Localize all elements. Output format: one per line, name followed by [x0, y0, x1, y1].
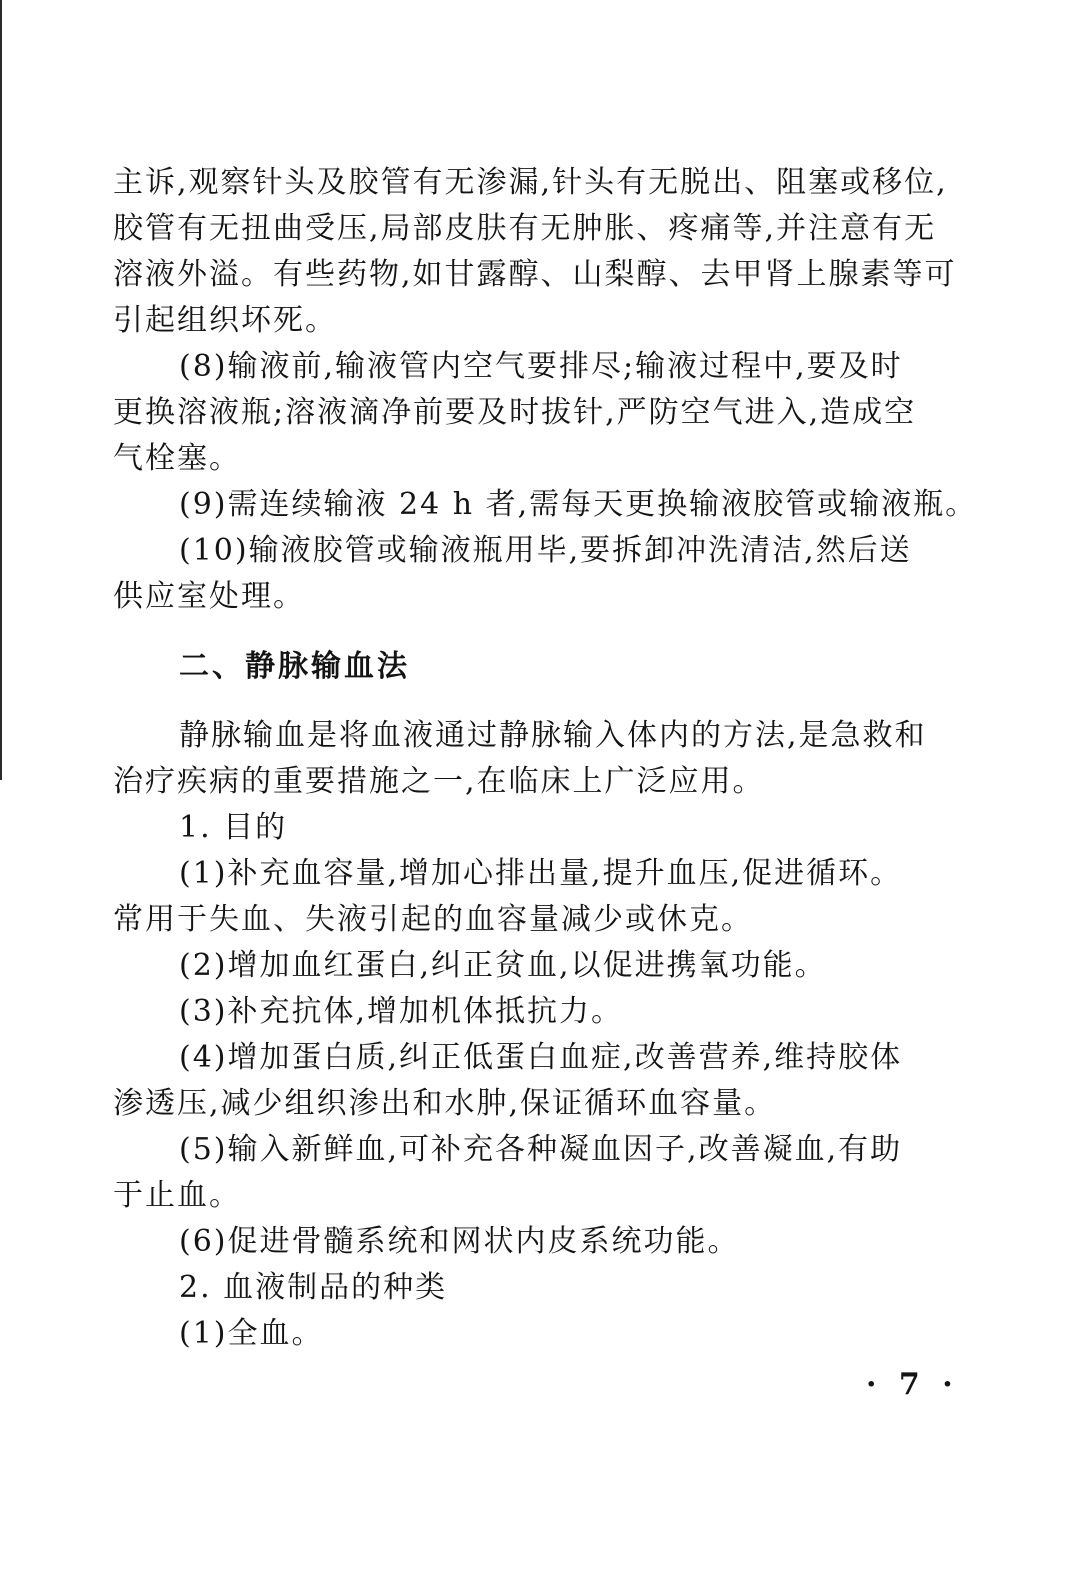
text-line: (6)促进骨髓系统和网状内皮系统功能。	[179, 1224, 740, 1259]
text-line: (9)需连续输液 24 h 者,需每天更换输液胶管或输液瓶。	[179, 487, 978, 522]
page-number: · 7 ·	[866, 1367, 959, 1402]
subsection-heading: 2. 血液制品的种类	[179, 1270, 448, 1305]
text-line: 引起组织坏死。	[113, 303, 337, 338]
text-line: (2)增加血红蛋白,纠正贫血,以促进携氧功能。	[179, 948, 827, 983]
text-line: 静脉输血是将血液通过静脉输入体内的方法,是急救和	[179, 718, 927, 753]
text-line: (8)输液前,输液管内空气要排尽;输液过程中,要及时	[179, 349, 903, 384]
text-line: (4)增加蛋白质,纠正低蛋白血症,改善营养,维持胶体	[179, 1040, 903, 1075]
text-line: (5)输入新鲜血,可补充各种凝血因子,改善凝血,有助	[179, 1132, 903, 1167]
text-line: 气栓塞。	[113, 441, 241, 476]
text-line: (1)全血。	[179, 1316, 324, 1351]
text-line: 胶管有无扭曲受压,局部皮肤有无肿胀、疼痛等,并注意有无	[113, 211, 937, 246]
text-line: (10)输液胶管或输液瓶用毕,要拆卸冲洗清洁,然后送	[179, 533, 912, 568]
text-line: 常用于失血、失液引起的血容量减少或休克。	[113, 902, 753, 937]
text-line: 治疗疾病的重要措施之一,在临床上广泛应用。	[113, 764, 765, 799]
text-line: 更换溶液瓶;溶液滴净前要及时拔针,严防空气进入,造成空	[113, 395, 917, 430]
text-line: 溶液外溢。有些药物,如甘露醇、山梨醇、去甲肾上腺素等可	[113, 257, 957, 292]
text-line: 渗透压,减少组织渗出和水肿,保证循环血容量。	[113, 1086, 777, 1121]
subsection-heading: 1. 目的	[179, 810, 288, 845]
scan-edge-line	[0, 0, 2, 780]
text-line: (1)补充血容量,增加心排出量,提升血压,促进循环。	[179, 856, 903, 891]
text-line: 主诉,观察针头及胶管有无渗漏,针头有无脱出、阻塞或移位,	[113, 165, 948, 200]
text-line: (3)补充抗体,增加机体抵抗力。	[179, 994, 624, 1029]
text-line: 于止血。	[113, 1178, 241, 1213]
text-line: 供应室处理。	[113, 579, 305, 614]
section-heading: 二、静脉输血法	[179, 649, 410, 684]
